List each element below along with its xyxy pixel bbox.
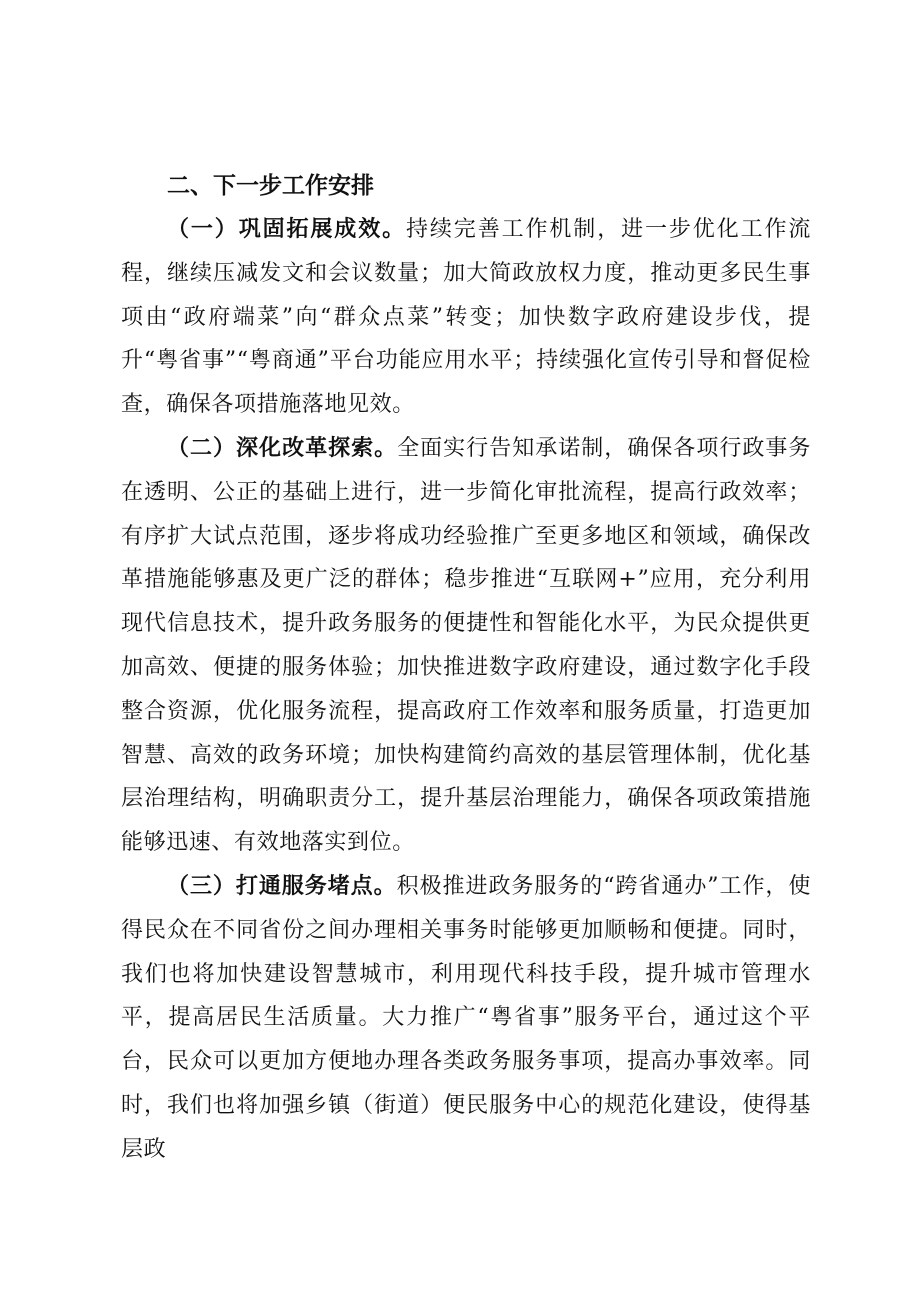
section-heading: 二、下一步工作安排 — [167, 173, 374, 199]
paragraph-text: 积极推进政务服务的“跨省通办”工作，使得民众在不同省份之间办理相关事务时能够更加顺畅和便捷。同时，我们也将加快建设智慧城市，利用现代科技手段，提升城市管理水平，提高居民生活质量。大力推广“粤省事”服务平台，通过这个平台，民众可以更加方便地办理各类政务服务事项，提高办事效率。同时，我们也将加强乡镇（街道）便民服务中心的规范化建设，使得基层政 — [121, 873, 811, 1162]
paragraph-lead: （二）深化改革探索。 — [167, 435, 398, 461]
paragraph-lead: （一）巩固拓展成效。 — [167, 217, 406, 242]
paragraph-consolidate — [121, 208, 811, 427]
paragraph-service — [121, 865, 811, 1172]
paragraph-lead: （三）打通服务堵点。 — [167, 873, 397, 899]
document-body — [121, 164, 811, 1172]
paragraph-text: 全面实行告知承诺制，确保各项行政事务在透明、公正的基础上进行，进一步简化审批流程，提高行政效率；有序扩大试点范围，逐步将成功经验推广至更多地区和领域，确保改革措施能够惠及更广泛的群体；稳步推进“互联网+”应用，充分利用现代信息技术，提升政务服务的便捷性和智能化水平，为民众提供更加高效、便捷的服务体验；加快推进数字政府建设，通过数字化手段整合资源，优化服务流程，提高政府工作效率和服务质量，打造更加智慧、高效的政务环境；加快构建简约高效的基层管理体制，优化基层治理结构，明确职责分工，提升基层治理能力，确保各项政策措施能够迅速、有效地落实到位。 — [121, 435, 811, 856]
paragraph-text: 持续完善工作机制，进一步优化工作流程，继续压减发文和会议数量；加大简政放权力度，推动更多民生事项由“政府端菜”向“群众点菜”转变；加快数字政府建设步伐，提升“粤省事”“粤商通”平台功能应用水平；持续强化宣传引导和督促检查，确保各项措施落地见效。 — [121, 217, 811, 418]
paragraph-reform — [121, 427, 811, 865]
